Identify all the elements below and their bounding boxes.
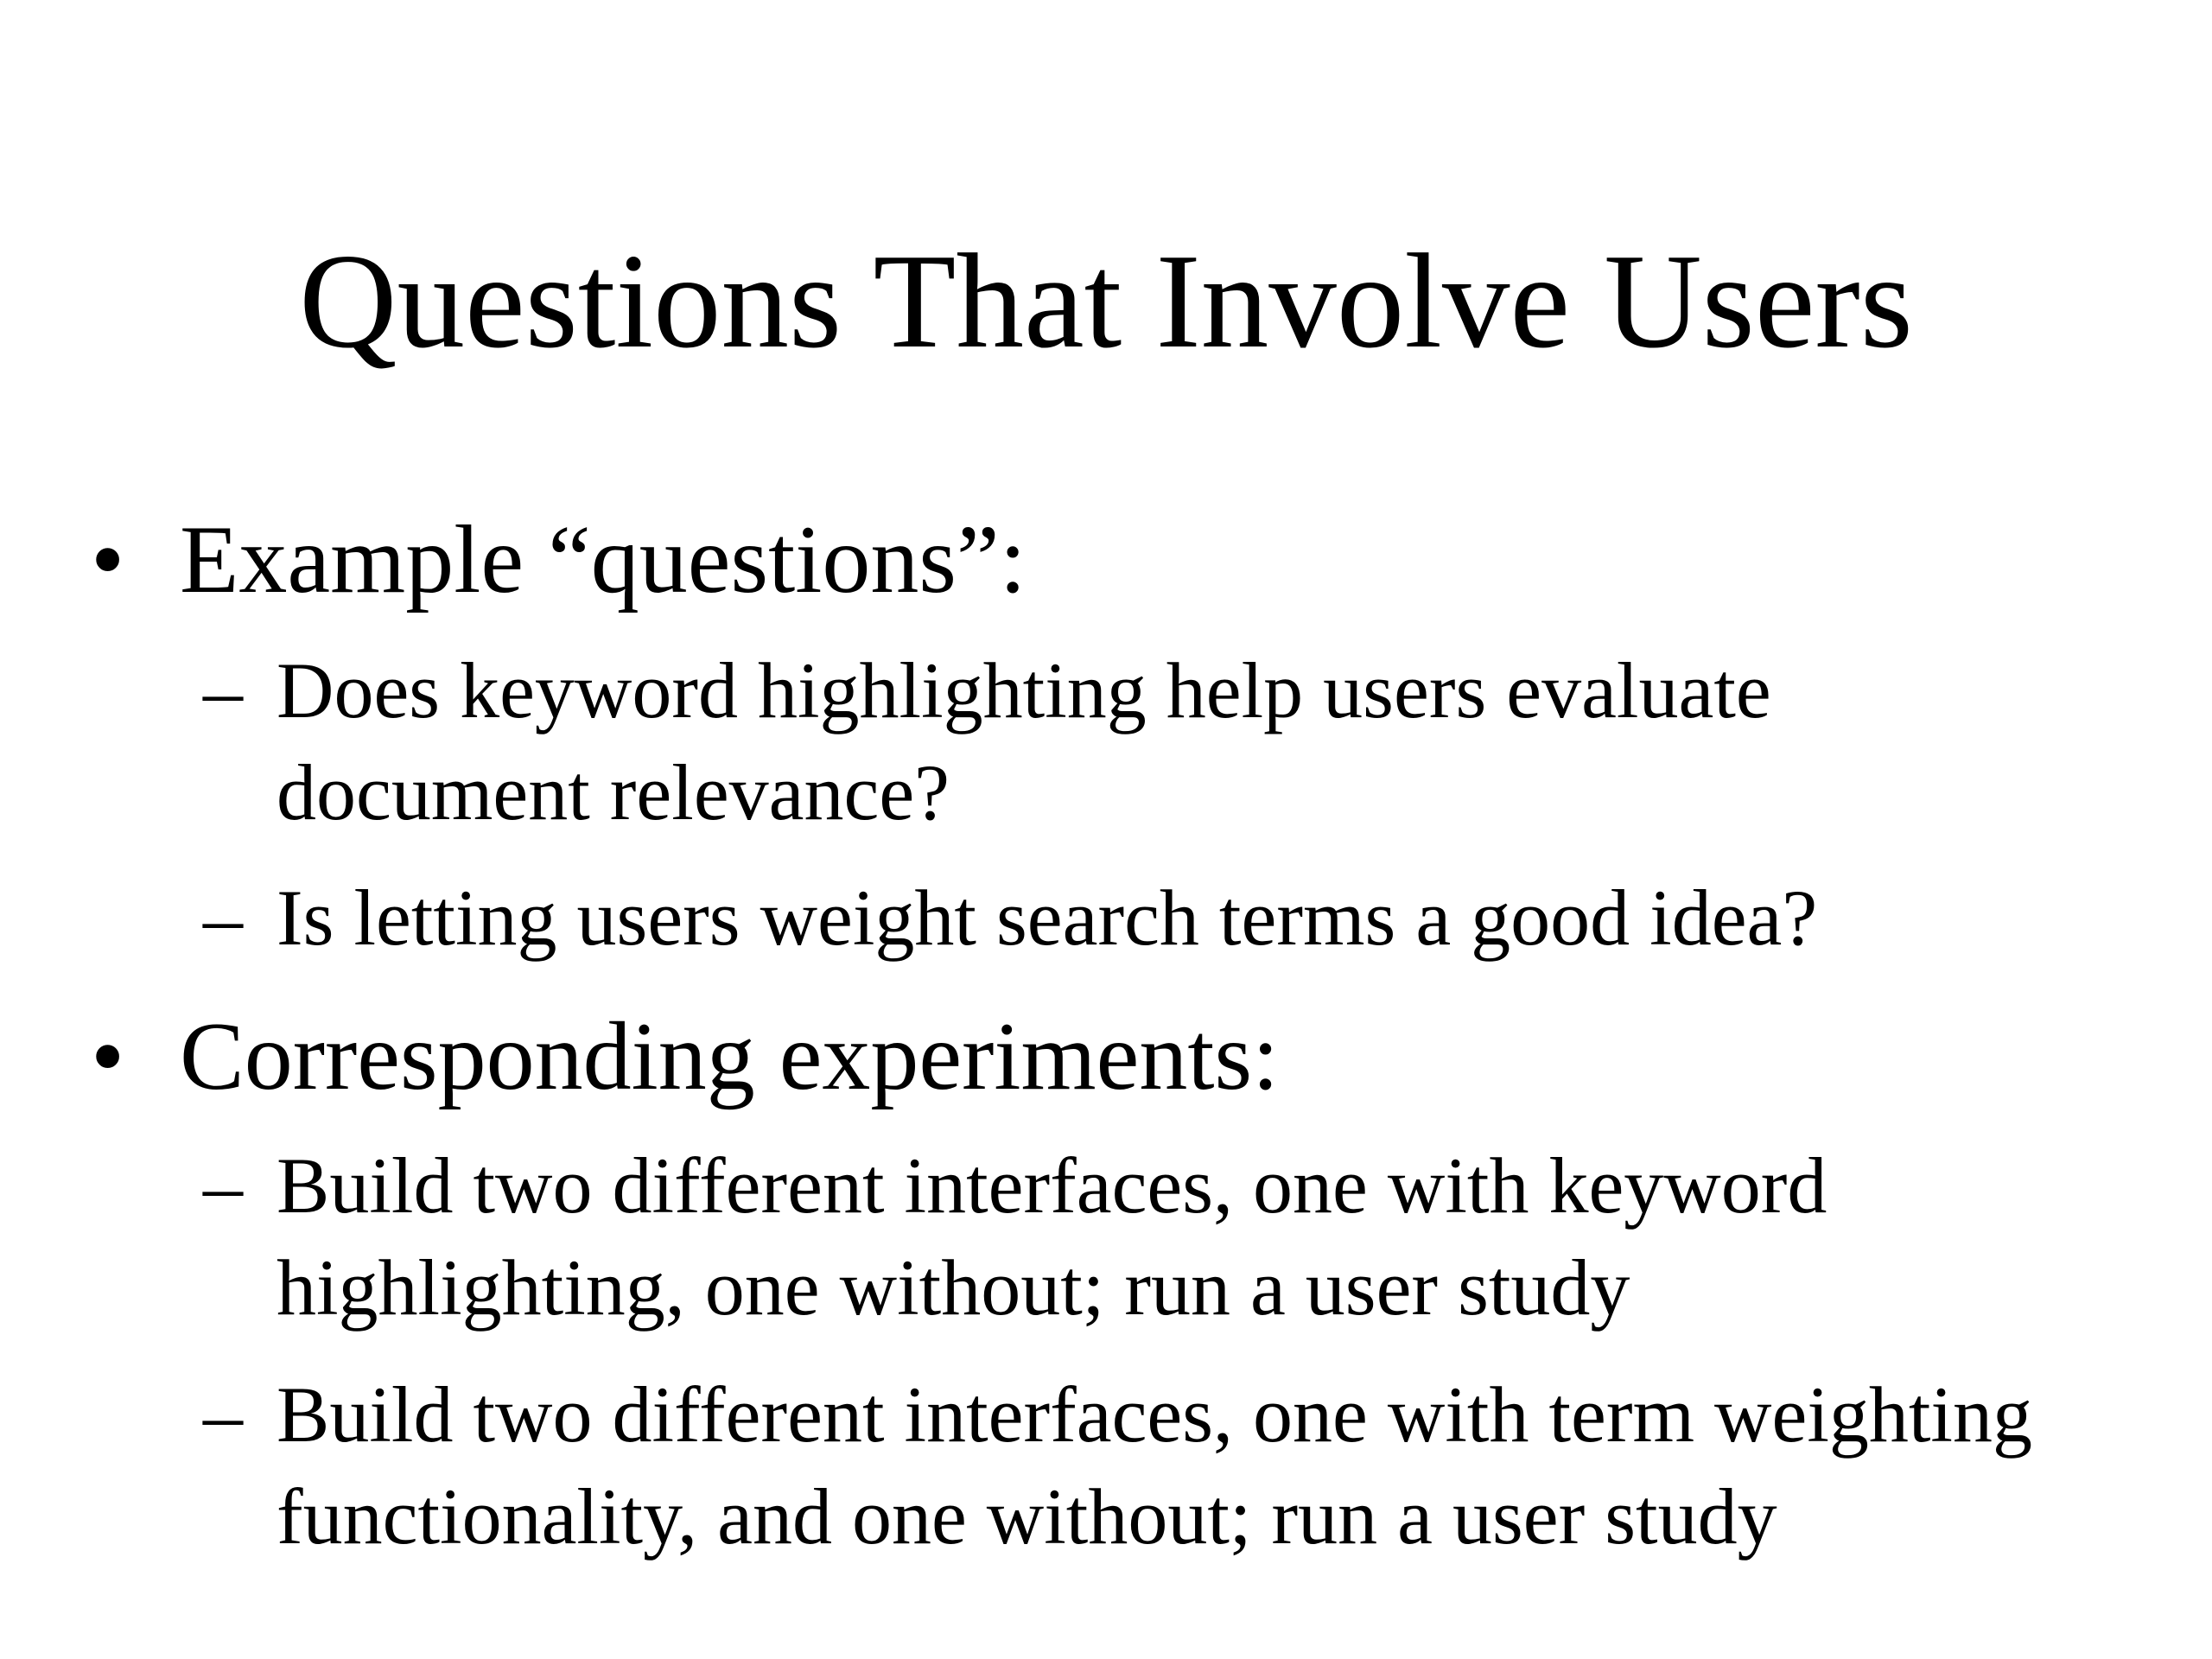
slide-title: Questions That Involve Users (299, 226, 1913, 376)
dash-marker: – (203, 1141, 243, 1230)
subitem-line: Build two different interfaces, one with term weighting (276, 1370, 2032, 1459)
bullet-text: Example “questions”: (180, 506, 1027, 613)
subitem-line: highlighting, one without; run a user study (276, 1243, 1630, 1332)
subitem-line: Does keyword highlighting help users evaluate (276, 646, 1771, 734)
bullet-marker: • (91, 1003, 125, 1110)
dash-marker: – (203, 646, 243, 734)
dash-marker: – (203, 874, 243, 962)
bullet-text: Corresponding experiments: (180, 1003, 1280, 1110)
subitem-line: Is letting users weight search terms a good idea? (276, 874, 1818, 962)
subitem-line: Build two different interfaces, one with keyword (276, 1141, 1827, 1230)
bullet-marker: • (91, 506, 125, 613)
subitem-line: functionality, and one without; run a user study (276, 1472, 1777, 1560)
subitem-line: document relevance? (276, 748, 950, 836)
dash-marker: – (203, 1370, 243, 1459)
